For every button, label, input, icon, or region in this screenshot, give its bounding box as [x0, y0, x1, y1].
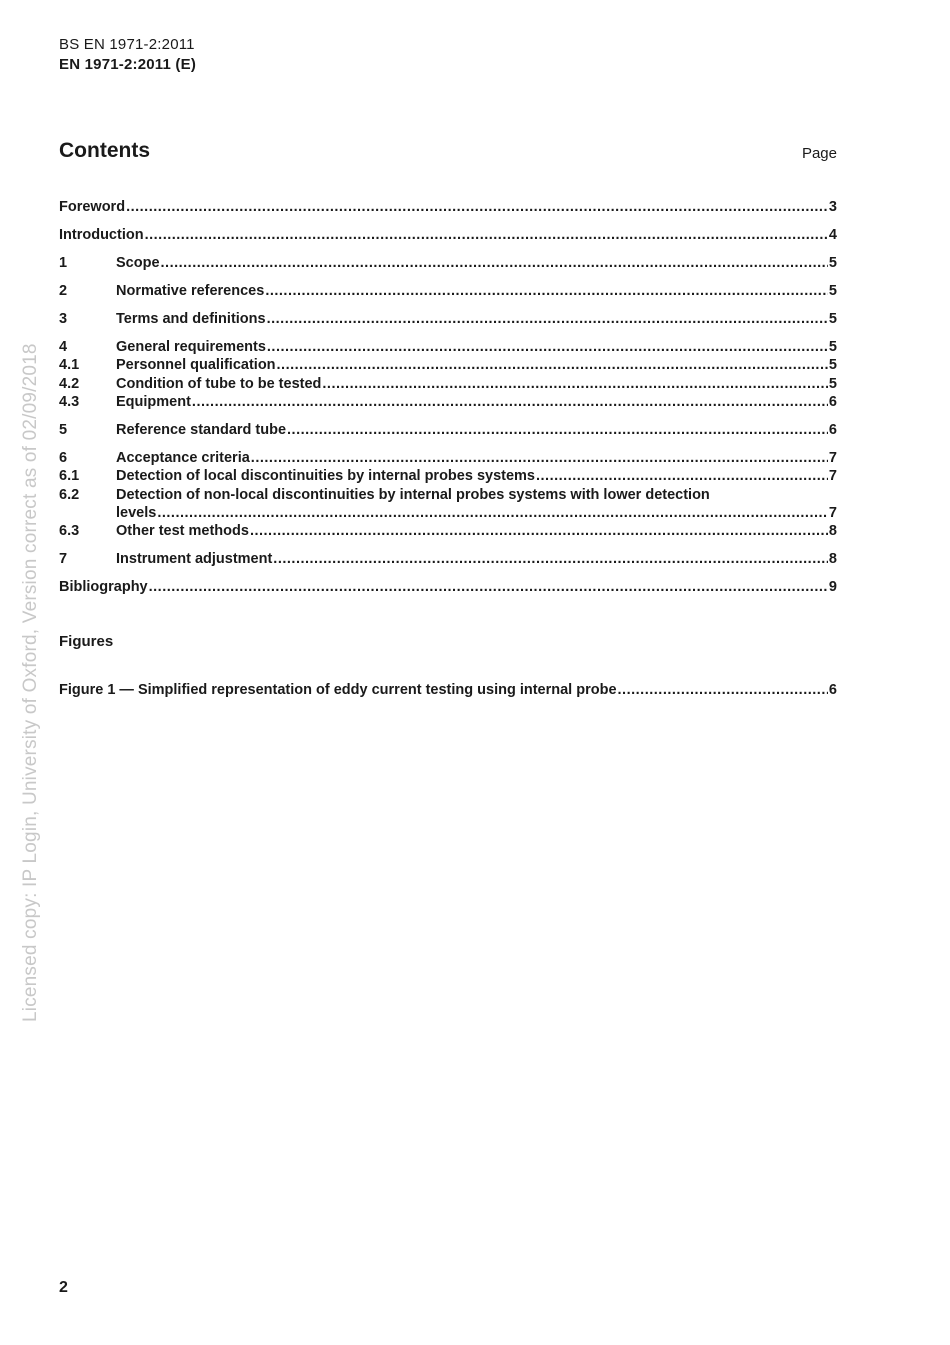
toc-entry-number: 6.2: [59, 487, 80, 503]
toc-entry-page: 5: [828, 311, 837, 327]
toc-entry-page: 4: [828, 227, 837, 243]
license-watermark: Licensed copy: IP Login, University of Oxford, Version correct as of 02/09/2018: [20, 343, 41, 1022]
toc-entry-number: 1: [59, 255, 68, 271]
toc-entry-introduction[interactable]: [59, 226, 837, 245]
page-number: 2: [59, 1279, 68, 1296]
toc-entry-5[interactable]: [59, 421, 837, 440]
toc-entry-page: 7: [828, 505, 837, 521]
toc-entry-page: 8: [828, 551, 837, 567]
toc-leader: [192, 393, 828, 412]
page-column-label: Page: [801, 145, 837, 162]
toc-entry-6-2-continuation[interactable]: [116, 504, 837, 523]
toc-entry-title: Terms and definitions: [116, 311, 266, 327]
toc-entry-number: 4.2: [59, 376, 80, 392]
toc-entry-number: 2: [59, 283, 68, 299]
toc-entry-number: 3: [59, 311, 68, 327]
figure-entry-page: 6: [828, 682, 837, 698]
toc-entry-4-1[interactable]: [59, 356, 837, 375]
toc-entry-4[interactable]: [59, 338, 837, 357]
toc-entry-number: 4.3: [59, 394, 80, 410]
toc-leader: [250, 522, 828, 541]
toc-leader: [273, 550, 828, 569]
toc-entry-page: 6: [828, 394, 837, 410]
toc-entry-number: 7: [59, 551, 68, 567]
figure-entry-1[interactable]: [59, 681, 837, 700]
toc-leader: [618, 681, 828, 700]
toc-entry-title: Introduction: [59, 227, 144, 243]
toc-entry-bibliography[interactable]: [59, 578, 837, 597]
toc-leader: [277, 356, 828, 375]
toc-entry-title: Other test methods: [116, 523, 249, 539]
toc-entry-title: Reference standard tube: [116, 422, 287, 438]
toc-entry-page: 6: [828, 422, 837, 438]
toc-entry-title: Detection of local discontinuities by internal probes systems: [116, 468, 535, 484]
figures-heading: Figures: [59, 633, 114, 650]
toc-entry-page: 8: [828, 523, 837, 539]
document-id-language: EN 1971-2:2011 (E): [59, 56, 197, 73]
toc-leader: [251, 449, 828, 468]
toc-entry-title: Foreword: [59, 199, 126, 215]
document-id: BS EN 1971-2:2011: [59, 36, 195, 53]
toc-entry-page: 9: [828, 579, 837, 595]
toc-entry-title: Acceptance criteria: [116, 450, 250, 466]
toc-entry-title: Bibliography: [59, 579, 148, 595]
toc-entry-title: Condition of tube to be tested: [116, 376, 322, 392]
toc-entry-number: 4: [59, 339, 68, 355]
toc-leader: [161, 254, 828, 273]
toc-leader: [287, 421, 828, 440]
toc-entry-number: 6: [59, 450, 68, 466]
toc-leader: [126, 198, 828, 217]
page-title: Contents: [59, 139, 150, 162]
toc-leader: [536, 467, 828, 486]
toc-entry-number: 5: [59, 422, 68, 438]
figure-entry-title: Figure 1 — Simplified representation of eddy current testing using internal probe: [59, 682, 617, 698]
toc-leader: [157, 504, 828, 523]
toc-entry-3[interactable]: [59, 310, 837, 329]
toc-leader: [322, 375, 828, 394]
toc-leader: [145, 226, 828, 245]
toc-entry-page: 7: [828, 450, 837, 466]
toc-entry-title: Instrument adjustment: [116, 551, 273, 567]
toc-entry-page: 7: [828, 468, 837, 484]
toc-entry-page: 5: [828, 255, 837, 271]
toc-entry-foreword[interactable]: [59, 198, 837, 217]
toc-leader: [149, 578, 828, 597]
toc-entry-page: 5: [828, 283, 837, 299]
toc-entry-title: Personnel qualification: [116, 357, 276, 373]
toc-entry-6[interactable]: [59, 449, 837, 468]
toc-entry-title: General requirements: [116, 339, 266, 355]
toc-entry-page: 5: [828, 357, 837, 373]
toc-entry-title: Scope: [116, 255, 160, 271]
toc-entry-title: Equipment: [116, 394, 191, 410]
toc-entry-6-3[interactable]: [59, 522, 837, 541]
toc-entry-1[interactable]: [59, 254, 837, 273]
toc-leader: [265, 282, 828, 301]
toc-entry-title: Normative references: [116, 283, 265, 299]
toc-entry-6-1[interactable]: [59, 467, 837, 486]
toc-entry-number: 4.1: [59, 357, 80, 373]
toc-entry-title-line2: levels: [116, 505, 157, 521]
toc-entry-2[interactable]: [59, 282, 837, 301]
toc-entry-7[interactable]: [59, 550, 837, 569]
toc-entry-4-2[interactable]: [59, 375, 837, 394]
toc-entry-page: 5: [828, 376, 837, 392]
toc-entry-number: 6.3: [59, 523, 80, 539]
toc-entry-page: 5: [828, 339, 837, 355]
toc-leader: [267, 310, 828, 329]
toc-entry-page: 3: [828, 199, 837, 215]
toc-entry-4-3[interactable]: [59, 393, 837, 412]
toc-entry-number: 6.1: [59, 468, 80, 484]
toc-entry-6-2[interactable]: [59, 486, 837, 505]
toc-entry-title-line1: Detection of non-local discontinuities by internal probes systems with lower detection: [116, 487, 710, 503]
toc-leader: [267, 338, 828, 357]
